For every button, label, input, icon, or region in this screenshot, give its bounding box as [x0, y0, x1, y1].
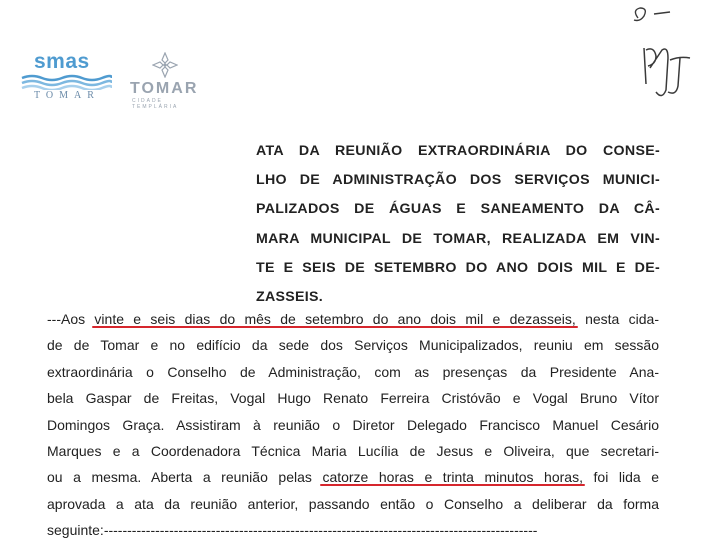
title-line: LHO DE ADMINISTRAÇÃO DOS SERVIÇOS MUNICI-	[256, 172, 660, 189]
red-underline-date	[92, 326, 577, 328]
minutes-body	[47, 306, 659, 544]
body-line: de de Tomar e no edifício da sede dos Serviços Municipalizados, reuniu em sessão	[47, 337, 659, 354]
body-line: Marques e a Coordenadora Técnica Maria Lucília de Jesus e Oliveira, que secretari-	[47, 442, 659, 459]
body-line: Domingos Graça. Assistiram à reunião o Diretor Delegado Francisco Manuel Cesário	[47, 416, 659, 433]
body-line	[47, 306, 659, 332]
templar-cross-icon	[152, 52, 178, 78]
highlighted-date: vinte e seis dias do mês de setembro do ano dois mil e dezasseis,	[94, 311, 576, 327]
body-text: ---Aos	[47, 311, 95, 327]
title-line: TE E SEIS DE SETEMBRO DO ANO DOIS MIL E DE-	[256, 259, 660, 276]
smas-logo-subtitle: TOMAR	[34, 90, 100, 101]
waves-icon	[20, 74, 112, 90]
body-line: bela Gaspar de Freitas, Vogal Hugo Renato Ferreira Cristóvão e Vogal Bruno Vítor	[47, 390, 659, 407]
body-line: aprovada a ata da reunião anterior, passando então o Conselho a deliberar da forma	[47, 495, 659, 512]
minutes-title	[256, 137, 660, 312]
title-line: ZASSEIS.	[256, 289, 324, 306]
body-text: nesta cida-	[575, 311, 659, 327]
handwritten-initials	[610, 0, 710, 110]
body-line: extraordinária o Conselho de Administração, com as presenças da Presidente Ana-	[47, 363, 659, 380]
smas-logo	[18, 50, 113, 105]
body-line: seguinte:---------------------------------------------------------------------------------------------	[47, 522, 538, 539]
smas-logo-word: smas	[34, 50, 90, 73]
body-text: foi lida e	[582, 469, 659, 486]
title-line: MARA MUNICIPAL DE TOMAR, REALIZADA EM VIN-	[256, 230, 660, 247]
tomar-logo-word: TOMAR	[130, 80, 199, 97]
body-text: ou a mesma. Aberta a reunião pelas	[47, 469, 323, 486]
body-line	[47, 464, 659, 490]
title-line: PALIZADOS DE ÁGUAS E SANEAMENTO DA CÂ-	[256, 201, 660, 218]
tomar-logo-tagline: CIDADE TEMPLÁRIA	[132, 98, 179, 110]
tomar-logo	[126, 52, 206, 110]
highlighted-time: catorze horas e trinta minutos horas,	[322, 469, 583, 486]
title-line: ATA DA REUNIÃO EXTRAORDINÁRIA DO CONSE-	[256, 143, 660, 159]
